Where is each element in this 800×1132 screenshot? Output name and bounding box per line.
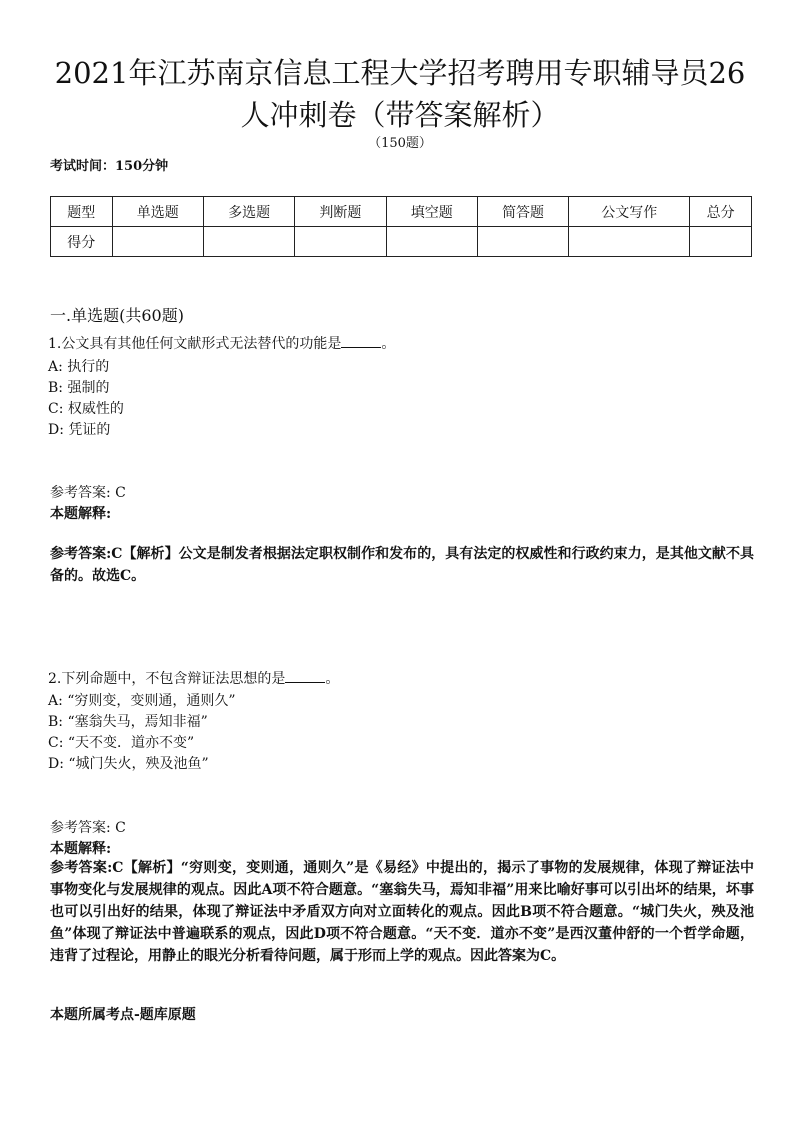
score-cell — [569, 227, 690, 257]
score-cell — [112, 227, 203, 257]
question-2-option-a: A: “穷则变，变则通，通则久” — [48, 693, 236, 709]
score-cell — [477, 227, 568, 257]
score-table-header-row — [51, 197, 752, 227]
score-cell — [295, 227, 386, 257]
score-header-cell: 总分 — [690, 197, 752, 227]
question-2-explanation: 参考答案:C【解析】“穷则变，变则通，通则久”是《易经》中提出的，揭示了事物的发展规律，体现了辩证法中事物变化与发展规律的观点。因此A项不符合题意。“塞翁失马，焉知非福”用来比喻好事可以引出坏的结果，坏事也可以引出好的结果，体现了辩证法中矛盾双方向对立面转化的观点。因此B项不符合题意。“城门失火，殃及池鱼”体现了辩证法中普遍联系的观点，因此D项不符合题意。“天不变．道亦不变”是西汉董仲舒的一个哲学命题，违背了过程论，用静止的眼光分析看待问题，属于形而上学的观点。因此答案为C。 — [50, 860, 754, 964]
score-header-cell: 公文写作 — [569, 197, 690, 227]
score-table — [50, 196, 752, 257]
question-count: （150题） — [368, 136, 432, 151]
title-line-2: 人冲刺卷（带答案解析） — [240, 98, 560, 132]
exam-time: 考试时间：150分钟 — [50, 159, 169, 174]
score-table-score-row — [51, 227, 752, 257]
question-2-answer: 参考答案: C — [50, 820, 126, 836]
section-heading: 一.单选题(共60题) — [50, 306, 184, 325]
score-header-cell: 多选题 — [203, 197, 294, 227]
score-header-cell: 题型 — [51, 197, 113, 227]
score-cell — [690, 227, 752, 257]
score-header-cell: 判断题 — [295, 197, 386, 227]
question-2-explain-label: 本题解释: — [50, 841, 112, 857]
question-1-text: 1.公文具有其他任何文献形式无法替代的功能是 — [48, 336, 342, 352]
answer-blank — [341, 333, 381, 348]
question-2-option-c: C: “天不变．道亦不变” — [48, 735, 195, 751]
score-header-cell: 单选题 — [112, 197, 203, 227]
question-1-stem — [48, 333, 395, 354]
question-2-option-b: B: “塞翁失马，焉知非福” — [48, 714, 208, 730]
question-1-option-c: C: 权威性的 — [48, 401, 124, 417]
question-1-option-a: A: 执行的 — [48, 359, 110, 375]
score-cell — [203, 227, 294, 257]
question-1-option-d: D: 凭证的 — [48, 422, 111, 438]
question-1-end: 。 — [381, 336, 396, 352]
title-line-1: 2021年江苏南京信息工程大学招考聘用专职辅导员26 — [54, 56, 746, 90]
score-header-cell: 填空题 — [386, 197, 477, 227]
question-2-end: 。 — [325, 671, 340, 687]
question-2-text: 2.下列命题中，不包含辩证法思想的是 — [48, 671, 286, 687]
question-1-explain-label: 本题解释: — [50, 506, 112, 522]
question-2-stem — [48, 668, 339, 689]
score-header-cell: 简答题 — [477, 197, 568, 227]
score-row-label: 得分 — [51, 227, 113, 257]
question-1-answer: 参考答案: C — [50, 485, 126, 501]
page-title — [40, 52, 760, 136]
answer-blank — [285, 668, 325, 683]
question-1-option-b: B: 强制的 — [48, 380, 110, 396]
question-2-option-d: D: “城门失火，殃及池鱼” — [48, 756, 209, 772]
question-2-source: 本题所属考点-题库原题 — [50, 1007, 196, 1023]
question-1-explanation: 参考答案:C【解析】公文是制发者根据法定职权制作和发布的，具有法定的权威性和行政约束力，是其他文献不具备的。故选C。 — [50, 546, 754, 584]
score-cell — [386, 227, 477, 257]
